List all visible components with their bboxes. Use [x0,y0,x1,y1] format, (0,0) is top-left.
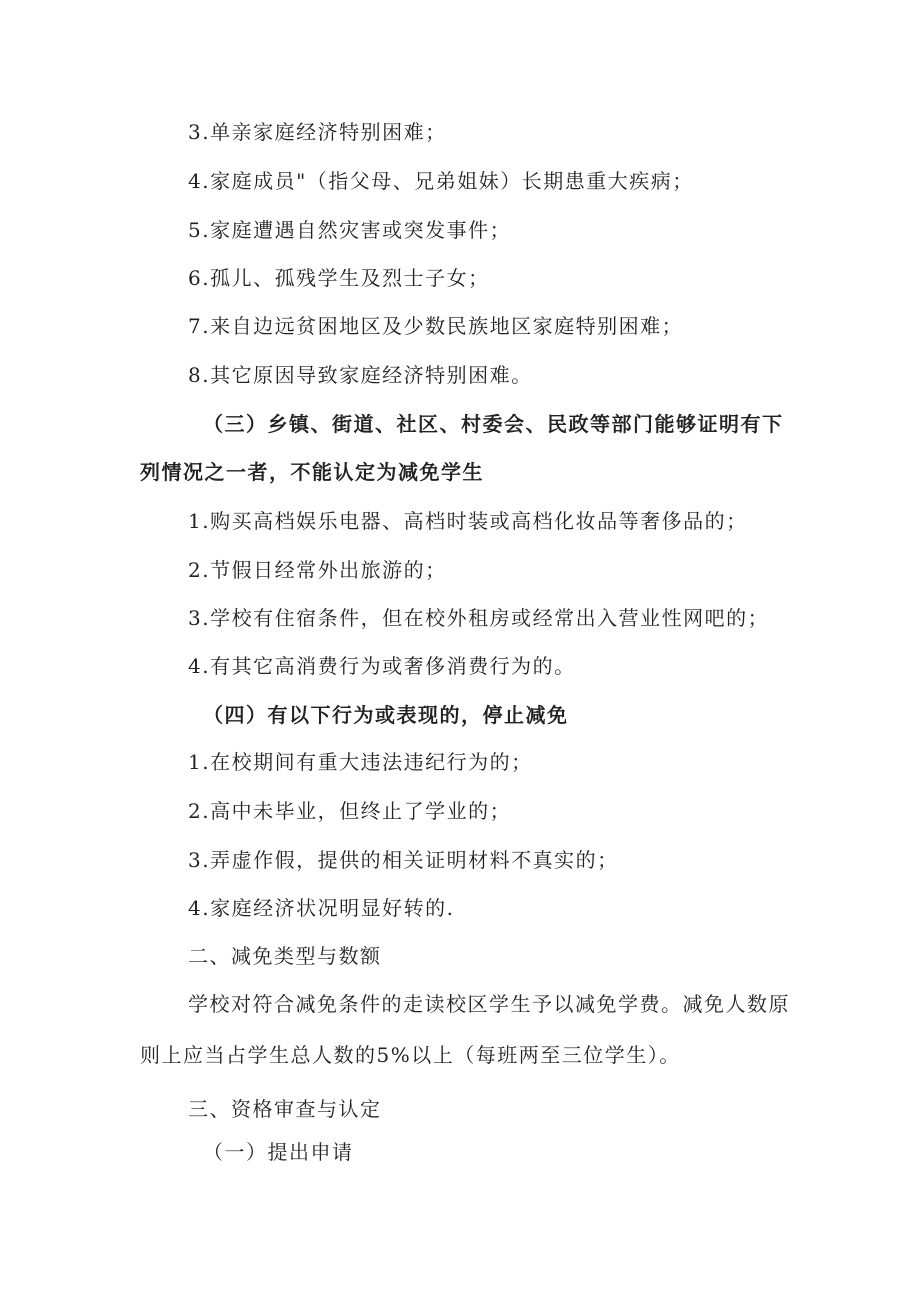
section-heading: （三）乡镇、街道、社区、村委会、民政等部门能够证明有下 [203,412,784,436]
list-item: 3.学校有住宿条件，但在校外租房或经常出入营业性网吧的； [188,606,770,630]
list-item: 1.在校期间有重大违法违纪行为的； [188,750,533,774]
list-item: 1.购买高档娱乐电器、高档时装或高档化妆品等奢侈品的； [188,509,748,533]
list-item: 8.其它原因导致家庭经济特别困难。 [188,363,533,387]
list-item: 3.单亲家庭经济特别困难； [188,120,447,144]
list-item: 4.有其它高消费行为或奢侈消费行为的。 [188,654,576,678]
list-item: 5.家庭遭遇自然灾害或突发事件； [188,218,512,242]
list-item: 4.家庭成员"（指父母、兄弟姐妹）长期患重大疾病； [188,169,694,193]
list-item: 7.来自边远贫困地区及少数民族地区家庭特别困难； [188,314,684,338]
list-item: 2.高中未毕业，但终止了学业的； [188,799,512,823]
list-item: 4.家庭经济状况明显好转的. [188,896,455,920]
list-item: 6.孤儿、孤残学生及烈士子女； [188,266,490,290]
chapter-heading: 二、减免类型与数额 [188,944,382,968]
section-heading-continued: 列情况之一者，不能认定为减免学生 [140,460,484,484]
section-heading: （四）有以下行为或表现的，停止减免 [203,703,569,727]
list-item: 2.节假日经常外出旅游的； [188,558,447,582]
chapter-heading: 三、资格审查与认定 [188,1097,382,1121]
subsection-heading: （一）提出申请 [203,1140,354,1164]
paragraph-line: 则上应当占学生总人数的5%以上（每班两至三位学生）。 [140,1043,681,1067]
paragraph-line: 学校对符合减免条件的走读校区学生予以减免学费。减免人数原 [188,992,790,1016]
list-item: 3.弄虚作假，提供的相关证明材料不真实的； [188,848,619,872]
